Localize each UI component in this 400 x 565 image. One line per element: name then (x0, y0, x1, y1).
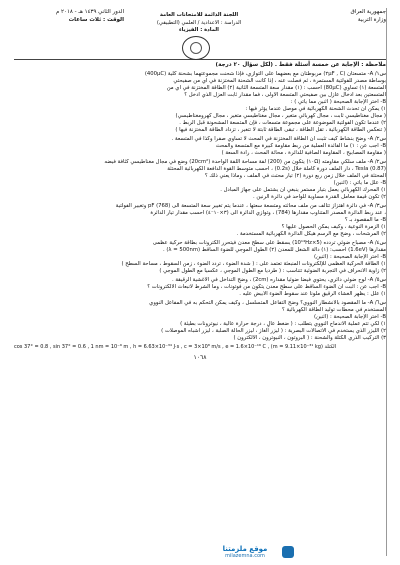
exam-line: س١/ A- متسعتان (٢μF , C) مربوطتان مع بعضهما على التوازي، فإذا شحنت مجموعتهما بشحنة كلية (400μC) (144, 71, 386, 77)
exam-line: ١) يمكن ان تحدث الشحنة الكهربائية في موصل عندما يؤثر فيها : (245, 106, 386, 112)
questions-body (14, 71, 386, 342)
exam-line: س٤/ A- مصباح ضوئي تردده (5×10¹⁴Hz) يسقط على سطح معدن فيتحرر الكترونات بطاقة حركية عظمى (152, 240, 386, 246)
exam-line: ١) علل : يظهر الغشاء الرقيق ملوناً عند سقوط الضوء الأبيض عليه . (239, 291, 386, 297)
exam-line: ٢) عندما تكون الفولتية الموضوعة على مجموعة متسعات ، فإن المتسعة المشحونة قبل الربط . (179, 120, 386, 126)
exam-line: B- اختر الإجابة الصحيحة : (اثنين) (314, 254, 386, 260)
exam-line: ١) الزمرة النوعية ، وكيف يمكن الحصول عليها ؟ (281, 224, 386, 230)
exam-line: ٢) زاوية الانحراف في التجربة الضوئية تتناسب : ( طردياً مع الطول الموجي ، عكسياً مع الطول الموجي ) (159, 268, 386, 274)
subject-text: المادة : الفيزياء (179, 27, 219, 33)
exam-line: المتسعتين بعد ادخال عازل بين صفيحتي المتسعة الأولى ، فما مقدار ثابت العزل الذي أدخل ؟ (184, 92, 386, 98)
watermark-url: milazemna.com (225, 553, 265, 559)
exam-line: المتسعة (١) تساوي (80μC) أحسب : (١) مقدار سعة المتسعة الثانية (٢) الطاقة المختزنة في أي من (166, 85, 386, 91)
exam-line: B- اختر الإجابة الصحيحة ( اثنين مما يأتي ) : (290, 99, 386, 105)
country-text: جمهورية العراق (350, 9, 386, 15)
header-left (14, 8, 124, 24)
exam-line: مقدارها (1.6eV) احسب: (١) دالة الشغل للمعدن (٢) الطول الموجي للضوء الساقط (λ = 500nm) . (162, 247, 386, 253)
page-number: ١٠٦٨ (193, 354, 207, 361)
branch-text: الدراسة : الاعدادية / العلمي (التطبيقي) (156, 19, 242, 26)
exam-line: س٣/ A- في دائرة اهتزاز تتألف من ملف محاثته ومتسعة سعتها ، عندما يتم تغيير سعة المتسعة الى (768) pF وتغيير الفولتية (115, 203, 386, 209)
exam-line: المستخدم في محطات توليد الطاقة الكهربائية ؟ (281, 307, 386, 313)
exam-line: ٢) المرشحات ، وضح مع الرسم هيكل الدائرة الكهربائية المستخدمة . (236, 231, 386, 237)
exam-line: B- اختر الإجابة الصحيحة : (اثنين) (314, 314, 386, 320)
exam-line: ١) الطاقة الحركية العظمى للإلكترونات المنبعثة تعتمد على : ( شدة الضوء ، تردد الضوء ، زمن السقوط ، مساحة السطح ) (121, 261, 386, 267)
exam-line: س٥/ A- لوح ضوئي دائري، يحتوي فيضاً ضوئياً مقداره (2cm) ، وضح التداخل في الأغشية الرقيقة . (171, 277, 386, 283)
header-center (139, 12, 259, 35)
exam-line: المحتثة في الملف خلال زمن ربع دورة (٢) تيار محتث في الملف ، وماذا يعني ذلك ؟ (204, 173, 386, 179)
exam-line: ٣) التركيب الذري الكتلة والشحنة : ( البروتون ، النيوترون ، الالكترون ) (233, 335, 386, 341)
exam-line: B- أجب عن : ١) ما الفائدة العملية من ربط مقاومة كبيرة مع المتسعة والمحث (215, 143, 386, 149)
exam-line: ٢) تكون قيمة معامل القدرة مساوية للواحد في دائرة الرنين . (253, 194, 386, 200)
exam-line: ( مقاومة المصابيح ، المقاومة الصافية للدائرة ، محاثة المحث ، رادة السعة ) (221, 150, 386, 156)
watermark-name: موقع ملزمتنا (222, 545, 268, 553)
watermark (200, 545, 290, 559)
exam-line: ، عند ربط الدائرة المصدر المتناوب مقدارها (784) ، وتوازي الدائرة الى (٣×١٠⁻٤) احسب مقدار تيار الدائرة (150, 210, 386, 216)
exam-page (14, 8, 387, 556)
exam-note: ملاحظة : الإجابة عن خمسة أسئلة فقط . (لكل سؤال ٢٠ درجة) (215, 62, 386, 68)
ministry-seal-icon (182, 36, 210, 60)
exam-line: ٢) الليزر الذي يستخدم في الاتصالات البصرية : ( ليزر الغاز ، ليزر الحالة الصلبة ، ليزر أشباه الموصلات ) (161, 328, 386, 334)
exam-line: س٢/ A- ملف سلكي مقاومته (١٠Ω) يتكون من (200) لفة مساحة اللفة الواحدة (20cm²) وضع في مجال مغناطيسي كثافة فيضه (104, 159, 386, 165)
exam-line: ١) المحرك الكهربائي يعمل بتيار مستمر ينبغي ان يشتمل على جهاز المبادل . (220, 187, 386, 193)
ministry-text: وزارة التربية (357, 17, 386, 23)
exam-line: B- أجب عن : أثبت ان الضوء الساقط على سطح معدن يتكون من فوتونات ، وما الشرط لانبعاث الالكترونات ؟ (147, 284, 386, 290)
exam-line: ( تنعكس الطاقة الكهربائية ، تقل الطاقة ، تبقى الطاقة ثابتة لا تتغير ، تزداد الطاقة المختزنة فيها ) (175, 127, 386, 133)
exam-line: بوساطة مصدر للفولتية المستمرة ، ثم فصلت عنه ، إذا كانت الشحنة المختزنة في أي من صفيحتي (173, 78, 386, 84)
exam-line: (0.87) Tesla ، دار الملف دورة كاملة خلال (0.2s) ، احسب متوسط القوة الدافعة الكهربائية المحتثة (167, 166, 386, 172)
committee-text: اللجنة الدائمة للامتحانات العامة (159, 12, 239, 18)
header-right (276, 8, 386, 24)
time-text: الوقت : ثلاث ساعات (68, 17, 124, 23)
exam-line: س٢/ A- وضح بنشاط كيف تثبت ان الطاقة المختزنة في المحث لا تساوي صفراً وكذا في المتسعة . (171, 136, 386, 142)
exam-line: B- علل ما يأتي : (اثنين) (333, 180, 386, 186)
constants-line: cos 37° = 0.8 , sin 37° = 0.6 , 1 nm = 10⁻⁹ m , h = 6.63×10⁻³⁴ J·s , c = 3×10⁸ m/s , e = 1.6×10⁻¹⁹ C , (m = 9.11×10⁻³¹ kg) الكتلة (14, 344, 337, 350)
exam-line: ( مجال مغناطيسي ثابت ، مجال كهربائي متغير ، مجال مغناطيسي متغير ، مجال كهرومغناطيسي) (175, 113, 386, 119)
exam-line: ١) لكي تتم عملية الاندماج النووي يتطلب : ( ضغط عالٍ ، درجة حرارة عالية ، نيوترونات بطيئة ) (180, 321, 386, 327)
exam-line: B- ما المقصود بـ ؟ (344, 217, 386, 223)
round-text: الدور الثاني ١٤٣٩ هـ - ٢٠١٨ م (55, 9, 124, 15)
exam-header (14, 8, 386, 58)
exam-line: س٦/ A- ما المقصود بالانشطار النووي؟ وضح التفاعل المتسلسل ، وكيف يمكن التحكم به في المفاعل النووي (149, 300, 386, 306)
